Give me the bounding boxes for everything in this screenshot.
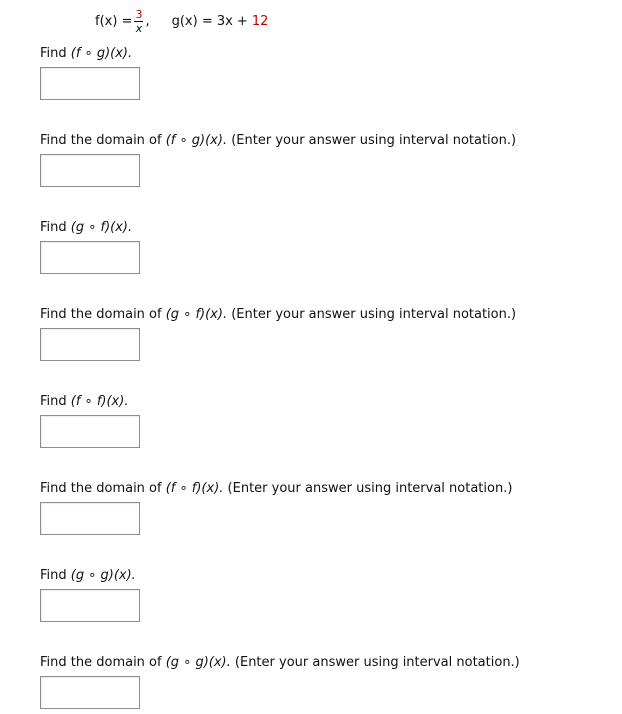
question-find-g-of-g [40, 568, 136, 583]
answer-input-domain-f-of-f[interactable] [40, 502, 140, 535]
composition-expression: (g ∘ f)(x). [165, 307, 228, 322]
composition-expression: (f ∘ g)(x). [165, 133, 228, 148]
composition-expression: (g ∘ f)(x). [70, 220, 133, 235]
domain-prefix: Find the domain of [40, 133, 162, 148]
answer-input-f-of-g[interactable] [40, 67, 140, 100]
answer-input-g-of-f[interactable] [40, 241, 140, 274]
interval-instruction: (Enter your answer using interval notation.) [231, 307, 517, 322]
find-prefix: Find [40, 46, 67, 61]
question-domain-g-of-g [40, 655, 520, 670]
composition-expression: (g ∘ g)(x). [70, 568, 136, 583]
domain-prefix: Find the domain of [40, 655, 162, 670]
g-constant: 12 [251, 13, 269, 29]
composition-expression: (f ∘ f)(x). [165, 481, 224, 496]
answer-input-g-of-g[interactable] [40, 589, 140, 622]
question-domain-f-of-f [40, 481, 512, 496]
function-definitions [95, 7, 268, 35]
composition-expression: (f ∘ g)(x). [70, 46, 133, 61]
domain-prefix: Find the domain of [40, 481, 162, 496]
answer-input-domain-f-of-g[interactable] [40, 154, 140, 187]
interval-instruction: (Enter your answer using interval notation.) [231, 133, 517, 148]
question-domain-g-of-f [40, 307, 516, 322]
f-fraction [134, 9, 143, 34]
question-find-f-of-g [40, 46, 132, 61]
separator-comma: , [145, 13, 150, 29]
composition-expression: (g ∘ g)(x). [165, 655, 231, 670]
find-prefix: Find [40, 220, 67, 235]
find-prefix: Find [40, 394, 67, 409]
find-prefix: Find [40, 568, 67, 583]
f-denominator: x [135, 21, 143, 35]
question-find-g-of-f [40, 220, 132, 235]
answer-input-f-of-f[interactable] [40, 415, 140, 448]
domain-prefix: Find the domain of [40, 307, 162, 322]
f-numerator: 3 [135, 7, 143, 21]
g-definition-label: g(x) = 3x + [171, 13, 248, 29]
answer-input-domain-g-of-g[interactable] [40, 676, 140, 709]
composition-expression: (f ∘ f)(x). [70, 394, 129, 409]
question-domain-f-of-g [40, 133, 516, 148]
f-definition-label: f(x) = [95, 13, 133, 29]
interval-instruction: (Enter your answer using interval notation.) [227, 481, 513, 496]
interval-instruction: (Enter your answer using interval notation.) [234, 655, 520, 670]
question-find-f-of-f [40, 394, 128, 409]
answer-input-domain-g-of-f[interactable] [40, 328, 140, 361]
